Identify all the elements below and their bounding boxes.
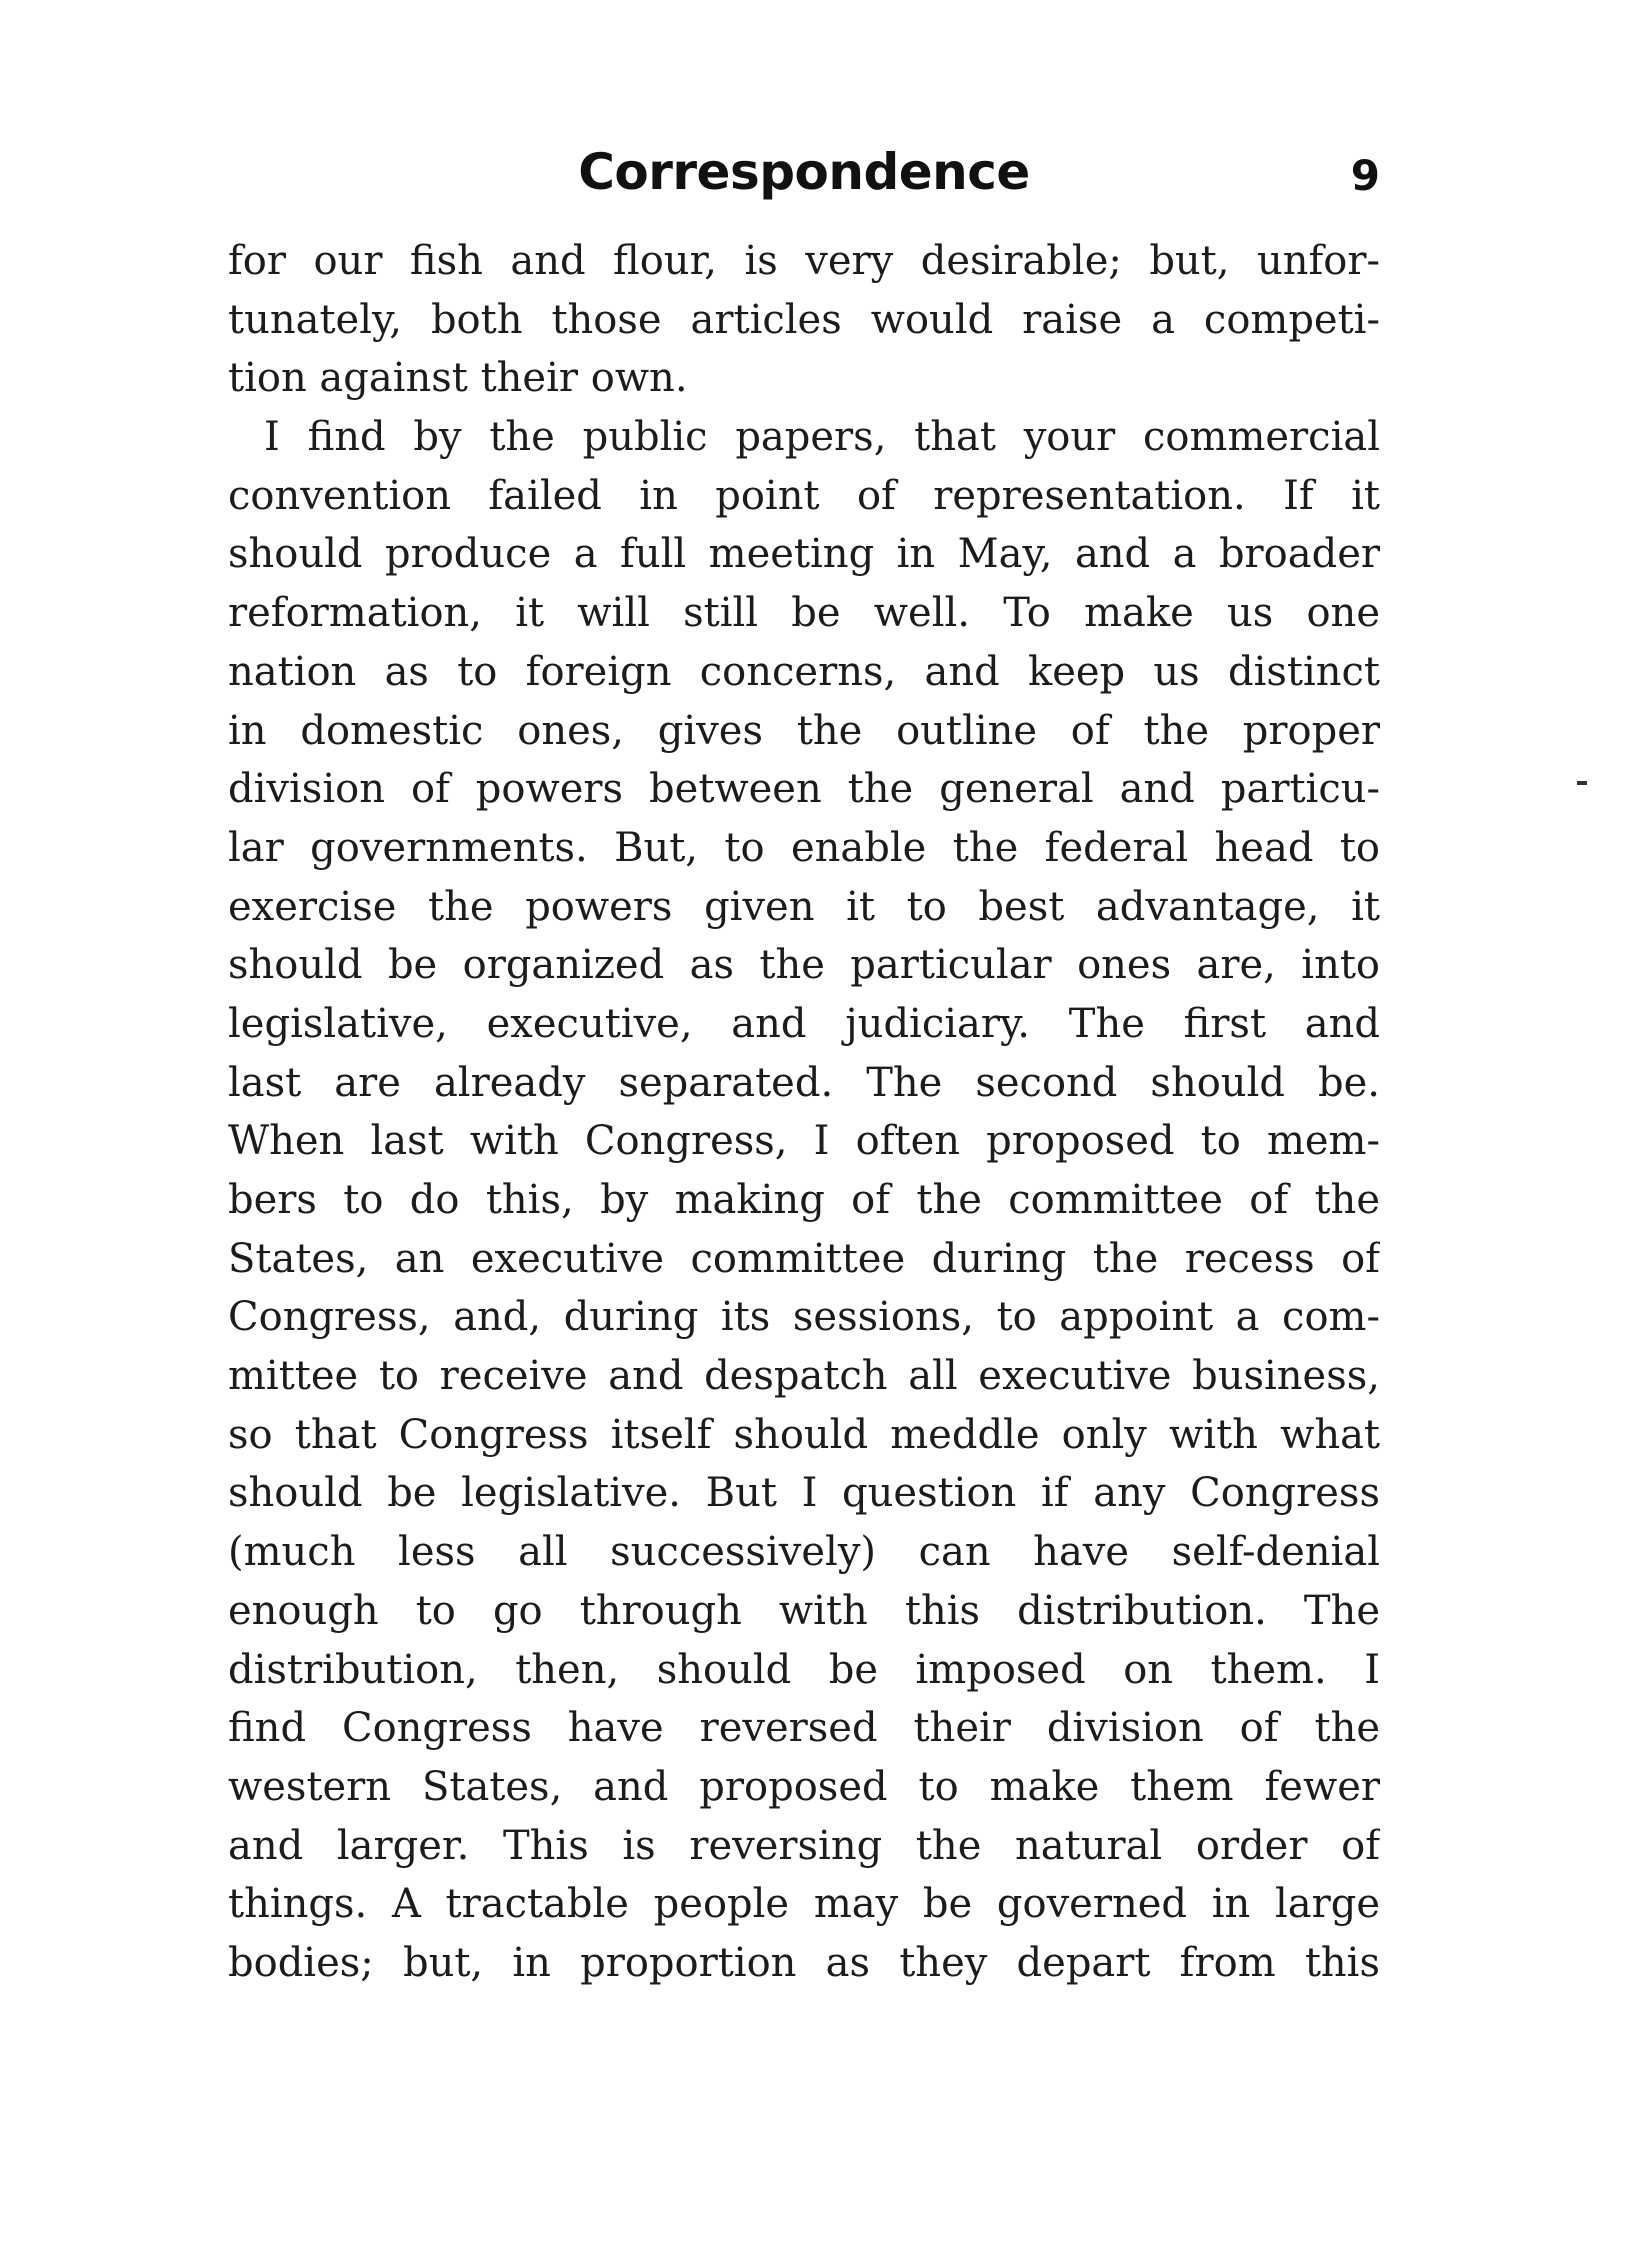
text-line: (much less all successively) can have self-denial bbox=[228, 1529, 1380, 1576]
text-line: bodies; but, in proportion as they depart from this bbox=[228, 1939, 1380, 1986]
text-line: should be legislative. But I question if any Congress bbox=[228, 1470, 1380, 1517]
text-line: mittee to receive and despatch all executive business, bbox=[228, 1353, 1380, 1400]
text-line: When last with Congress, I often proposed to mem- bbox=[228, 1118, 1380, 1165]
text-line: should be organized as the particular ones are, into bbox=[228, 942, 1380, 989]
text-line: nation as to foreign concerns, and keep us distinct bbox=[228, 648, 1380, 695]
running-head-title: Correspondence bbox=[578, 143, 1030, 201]
book-page bbox=[228, 140, 1380, 1993]
text-line: for our fish and flour, is very desirable; but, unfor- bbox=[228, 238, 1380, 284]
text-line: convention failed in point of representation. If it bbox=[228, 472, 1380, 519]
text-line: things. A tractable people may be governed in large bbox=[228, 1881, 1380, 1928]
text-line: I find by the public papers, that your commercial bbox=[264, 414, 1380, 461]
text-line: reformation, it will still be well. To make us one bbox=[228, 590, 1380, 637]
text-line: lar governments. But, to enable the federal head to bbox=[228, 824, 1380, 871]
text-line: and larger. This is reversing the natural order of bbox=[228, 1822, 1380, 1869]
text-line: in domestic ones, gives the outline of the proper bbox=[228, 707, 1380, 754]
text-line: Congress, and, during its sessions, to appoint a com- bbox=[228, 1294, 1380, 1341]
text-line: bers to do this, by making of the committee of the bbox=[228, 1177, 1380, 1223]
text-line: distribution, then, should be imposed on them. I bbox=[228, 1646, 1380, 1693]
text-line: States, an executive committee during the recess of bbox=[228, 1235, 1380, 1282]
page-number: 9 bbox=[1350, 151, 1380, 200]
text-line: so that Congress itself should meddle only with what bbox=[228, 1411, 1380, 1458]
text-line: find Congress have reversed their division of the bbox=[228, 1705, 1380, 1752]
margin-mark bbox=[1577, 781, 1587, 785]
text-line: exercise the powers given it to best advantage, it bbox=[228, 883, 1380, 930]
text-line: last are already separated. The second should be. bbox=[228, 1059, 1380, 1106]
text-line: legislative, executive, and judiciary. The first and bbox=[228, 1000, 1380, 1047]
text-line: division of powers between the general and particu- bbox=[228, 766, 1380, 813]
text-line: should produce a full meeting in May, and a broader bbox=[228, 531, 1380, 578]
text-line: tunately, both those articles would raise a competi- bbox=[228, 296, 1380, 343]
body-text bbox=[228, 232, 1380, 1993]
text-line: western States, and proposed to make them fewer bbox=[228, 1763, 1380, 1810]
running-head bbox=[228, 140, 1380, 204]
text-line: enough to go through with this distribution. The bbox=[228, 1587, 1380, 1634]
text-line: tion against their own. bbox=[228, 355, 688, 402]
